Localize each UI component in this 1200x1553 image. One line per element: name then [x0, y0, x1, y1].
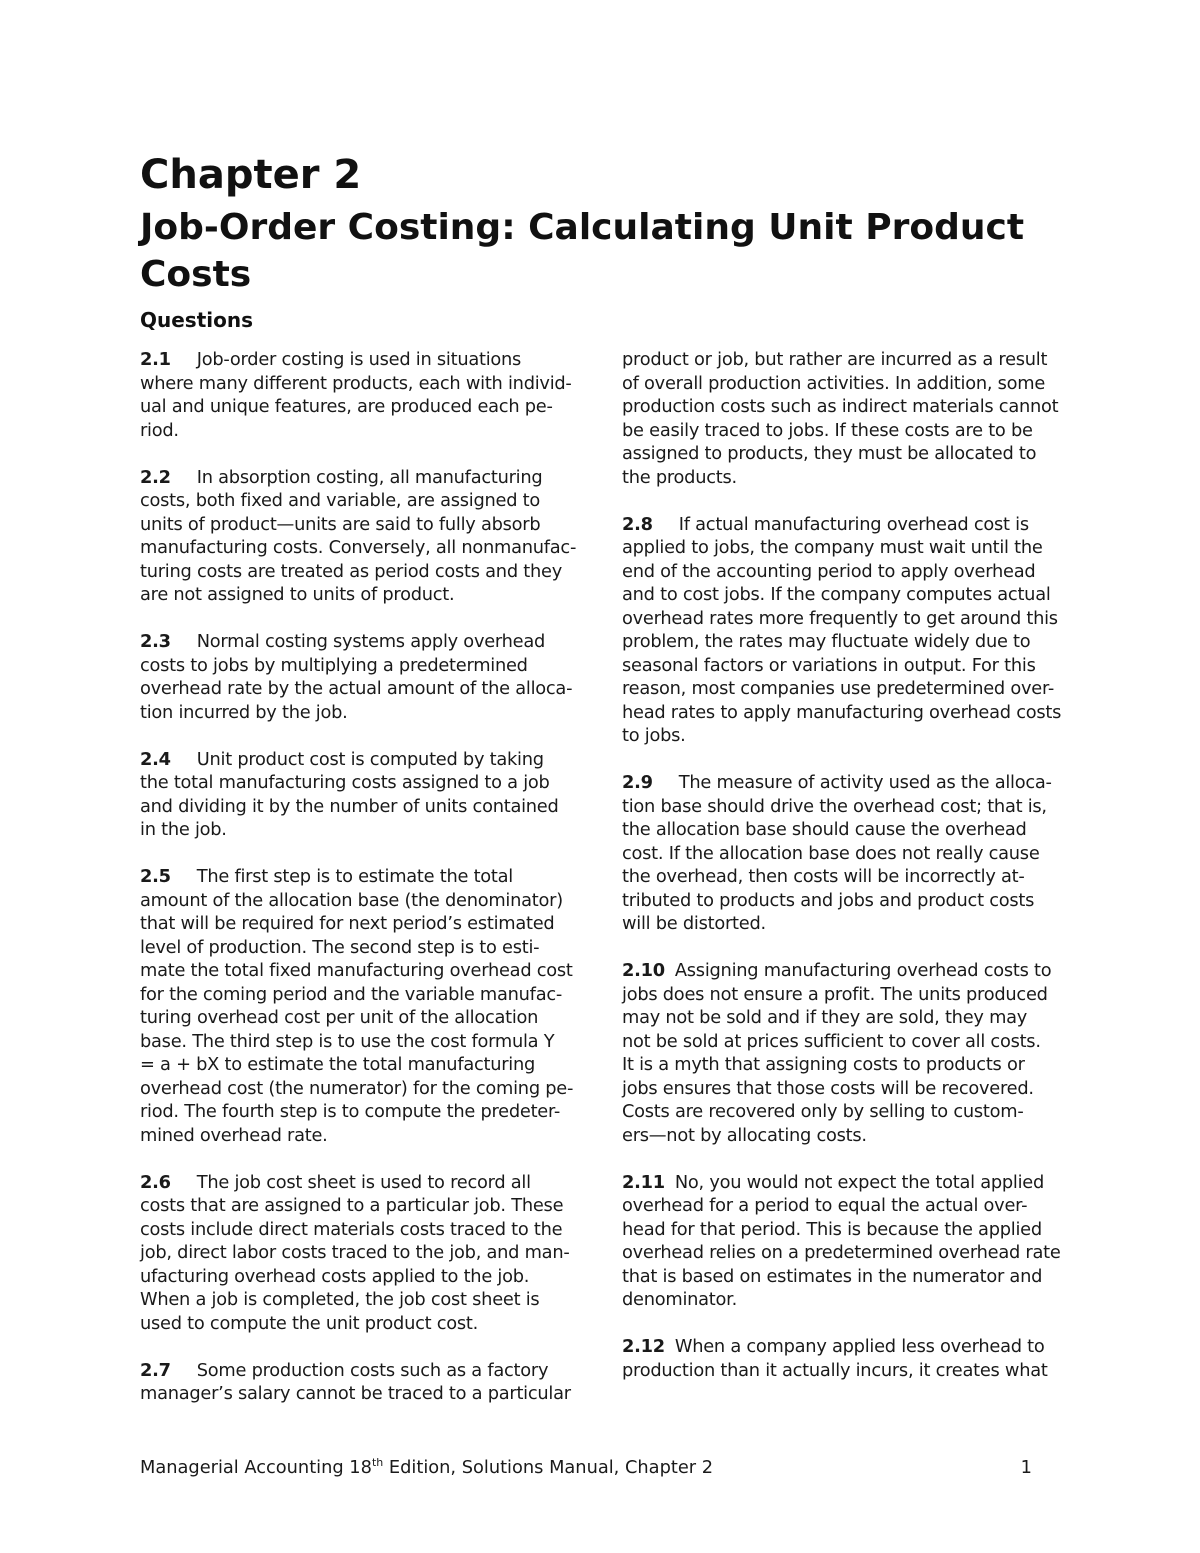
question-number: 2.11 [622, 1171, 665, 1193]
answer-text: production costs such as indirect materials cannot [622, 396, 1059, 417]
answer-text-line [622, 654, 1062, 678]
answer-text-line [622, 630, 1062, 654]
question-answer [140, 348, 580, 442]
answer-text: reason, most companies use predetermined over- [622, 678, 1055, 699]
answer-text-line [622, 983, 1062, 1007]
answer-text-line [140, 466, 580, 490]
answer-text: production than it actually incurs, it creates what [622, 1359, 1048, 1381]
answer-text-line [622, 1030, 1062, 1054]
footer-text-before: Managerial Accounting 18 [140, 1457, 372, 1478]
answer-text-line [140, 654, 580, 678]
question-answer [140, 865, 580, 1147]
answer-text-line [622, 583, 1062, 607]
answer-text: costs include direct materials costs traced to the [140, 1218, 563, 1240]
answer-text: applied to jobs, the company must wait until the [622, 537, 1043, 558]
question-answer [622, 1335, 1062, 1382]
answer-text-line [140, 1006, 580, 1030]
answer-text: may not be sold and if they are sold, they may [622, 1007, 1028, 1028]
answer-text: turing overhead cost per unit of the allocation [140, 1007, 539, 1028]
answer-text-line [140, 395, 580, 419]
answer-text: tributed to products and jobs and product costs [622, 889, 1035, 911]
answer-text-line [622, 1006, 1062, 1030]
answer-text: tion base should drive the overhead cost; that is, [622, 795, 1047, 817]
answer-text: that will be required for next period’s estimated [140, 913, 555, 934]
question-number: 2.1 [140, 349, 171, 370]
answer-text-line [140, 983, 580, 1007]
question-number: 2.5 [140, 866, 171, 887]
answer-text-line [140, 771, 580, 795]
answer-text-line [140, 1194, 580, 1218]
answer-text: Unit product cost is computed by taking [196, 748, 544, 770]
answer-text-line [140, 583, 580, 607]
answer-text-line [622, 842, 1062, 866]
answer-text: If actual manufacturing overhead cost is [678, 513, 1029, 535]
question-answer [140, 1359, 580, 1406]
answer-text: head rates to apply manufacturing overhead costs [622, 701, 1062, 723]
answer-text-line [140, 1171, 580, 1195]
answer-text: ual and unique features, are produced each pe- [140, 396, 553, 417]
right-text-column [622, 348, 1062, 1406]
answer-text-line [622, 1335, 1062, 1359]
answer-text-line [140, 513, 580, 537]
answer-text-line [140, 560, 580, 584]
answer-text-line [622, 959, 1062, 983]
answer-text-line [622, 1124, 1062, 1148]
answer-text: ers—not by allocating costs. [622, 1124, 867, 1146]
question-answer [622, 959, 1062, 1147]
answer-text: cost. If the allocation base does not really cause [622, 842, 1040, 864]
footer-superscript: th [371, 1456, 384, 1470]
answer-text-line [622, 348, 1062, 372]
answer-text: The first step is to estimate the total [196, 866, 513, 887]
answer-text: to jobs. [622, 725, 686, 746]
answer-text-line [622, 560, 1062, 584]
answer-text: seasonal factors or variations in output. For this [622, 654, 1036, 676]
answer-text-line [622, 395, 1062, 419]
page-number: 1 [1020, 1457, 1032, 1478]
answer-text: Some production costs such as a factory [196, 1359, 549, 1381]
answer-text-line [140, 912, 580, 936]
question-number: 2.3 [140, 631, 171, 652]
answer-text: jobs ensures that those costs will be recovered. [622, 1077, 1034, 1099]
answer-text: the total manufacturing costs assigned to a job [140, 772, 550, 793]
answer-text: costs to jobs by multiplying a predetermined [140, 654, 528, 676]
answer-text: In absorption costing, all manufacturing [196, 466, 543, 488]
answer-text: where many different products, each with individ- [140, 372, 572, 394]
answer-text-line [140, 677, 580, 701]
answer-text-line [622, 1241, 1062, 1265]
question-answer [140, 630, 580, 724]
answer-text-line [140, 818, 580, 842]
footer-text-after: Edition, Solutions Manual, Chapter 2 [383, 1457, 714, 1478]
answer-text-line [140, 1218, 580, 1242]
question-number: 2.6 [140, 1171, 171, 1193]
answer-text: costs that are assigned to a particular job. These [140, 1195, 564, 1216]
answer-text-line [622, 912, 1062, 936]
answer-text-line [622, 1288, 1062, 1312]
answer-text-line [622, 1265, 1062, 1289]
answer-text: base. The third step is to use the cost formula Y [140, 1030, 555, 1052]
answer-text: When a job is completed, the job cost sheet is [140, 1289, 540, 1310]
answer-text: overhead for a period to equal the actual over- [622, 1195, 1028, 1216]
answer-text-line [622, 1359, 1062, 1383]
answer-text: manufacturing costs. Conversely, all nonmanufac- [140, 537, 577, 558]
answer-text: of overall production activities. In addition, some [622, 372, 1046, 394]
answer-text: problem, the rates may fluctuate widely due to [622, 631, 1031, 652]
answer-text: overhead rates more frequently to get around this [622, 607, 1058, 629]
answer-text: turing costs are treated as period costs and they [140, 560, 562, 582]
answer-text-line [622, 701, 1062, 725]
answer-text: amount of the allocation base (the denominator) [140, 889, 563, 911]
question-answer [140, 748, 580, 842]
answer-text: and dividing it by the number of units contained [140, 795, 559, 817]
answer-text-line [622, 771, 1062, 795]
question-number: 2.8 [622, 513, 653, 535]
question-answer [622, 348, 1062, 489]
answer-text: Normal costing systems apply overhead [196, 631, 546, 652]
answer-text-line [140, 1382, 580, 1406]
answer-text: for the coming period and the variable manufac- [140, 983, 563, 1005]
answer-text-line [622, 607, 1062, 631]
answer-text-line [622, 818, 1062, 842]
answer-text: manager’s salary cannot be traced to a particular [140, 1383, 571, 1404]
answer-text: The job cost sheet is used to record all [196, 1171, 531, 1193]
answer-text-line [622, 466, 1062, 490]
answer-text: the products. [622, 466, 737, 488]
answer-text: that is based on estimates in the numerator and [622, 1265, 1043, 1287]
question-number: 2.2 [140, 466, 171, 488]
question-answer [140, 1171, 580, 1336]
question-number: 2.12 [622, 1336, 665, 1357]
answer-text-line [622, 865, 1062, 889]
answer-text: level of production. The second step is to esti- [140, 936, 540, 958]
question-number: 2.9 [622, 772, 653, 793]
answer-text-line [140, 959, 580, 983]
answer-text: in the job. [140, 819, 227, 840]
answer-text-line [140, 536, 580, 560]
answer-text: mate the total fixed manufacturing overhead cost [140, 960, 573, 981]
question-number: 2.10 [622, 960, 665, 981]
answer-text-line [140, 372, 580, 396]
answer-text: will be distorted. [622, 913, 766, 934]
question-answer [140, 466, 580, 607]
answer-text: overhead relies on a predetermined overhead rate [622, 1242, 1061, 1263]
answer-text-line [140, 419, 580, 443]
answer-text: be easily traced to jobs. If these costs are to be [622, 419, 1033, 441]
answer-text-line [140, 348, 580, 372]
answer-text: It is a myth that assigning costs to products or [622, 1054, 1025, 1075]
answer-text: not be sold at prices sufficient to cover all costs. [622, 1030, 1041, 1052]
answer-text-line [622, 1171, 1062, 1195]
answer-text-line [140, 701, 580, 725]
answer-text-line [140, 1100, 580, 1124]
chapter-number: Chapter 2 [140, 152, 362, 198]
answer-text: Assigning manufacturing overhead costs to [674, 960, 1052, 981]
answer-text: = a + bX to estimate the total manufacturing [140, 1054, 536, 1075]
answer-text-line [622, 1077, 1062, 1101]
answer-text: riod. The fourth step is to compute the predeter- [140, 1101, 561, 1122]
answer-text-line [140, 795, 580, 819]
answer-text-line [622, 536, 1062, 560]
chapter-heading [140, 146, 1100, 336]
answer-text: costs, both fixed and variable, are assigned to [140, 490, 541, 511]
answer-text-line [622, 724, 1062, 748]
footer-citation [140, 1456, 713, 1480]
answer-text-line [140, 1359, 580, 1383]
answer-text: head for that period. This is because the applied [622, 1218, 1042, 1240]
answer-text: and to cost jobs. If the company computes actual [622, 584, 1051, 605]
answer-text: riod. [140, 419, 179, 441]
answer-text-line [140, 748, 580, 772]
answer-text-line [140, 1124, 580, 1148]
answer-text-line [140, 936, 580, 960]
answer-text-line [140, 889, 580, 913]
answer-text: ufacturing overhead costs applied to the job. [140, 1265, 530, 1287]
answer-text: jobs does not ensure a profit. The units produced [622, 983, 1048, 1005]
answer-text: overhead cost (the numerator) for the coming pe- [140, 1077, 574, 1099]
answer-text: tion incurred by the job. [140, 701, 348, 723]
section-heading: Questions [140, 308, 254, 332]
answer-text: Costs are recovered only by selling to custom- [622, 1101, 1024, 1122]
answer-text-line [622, 1053, 1062, 1077]
answer-text: assigned to products, they must be allocated to [622, 443, 1037, 464]
answer-text: used to compute the unit product cost. [140, 1312, 479, 1334]
question-number: 2.7 [140, 1359, 171, 1381]
answer-text-line [622, 1194, 1062, 1218]
answer-text-line [140, 865, 580, 889]
answer-text: denominator. [622, 1289, 737, 1310]
question-answer [622, 513, 1062, 748]
answer-text: units of product—units are said to fully absorb [140, 513, 541, 535]
left-text-column [140, 348, 580, 1429]
answer-text-line [622, 677, 1062, 701]
question-answer [622, 1171, 1062, 1312]
answer-text-line [140, 1030, 580, 1054]
answer-text: No, you would not expect the total applied [674, 1171, 1045, 1193]
answer-text-line [140, 1241, 580, 1265]
answer-text: job, direct labor costs traced to the job, and man- [140, 1242, 570, 1263]
answer-text-line [140, 1053, 580, 1077]
chapter-title-line-1: Job-Order Costing: Calculating Unit Product [140, 207, 1025, 248]
answer-text: The measure of activity used as the alloca- [678, 772, 1052, 793]
answer-text: the allocation base should cause the overhead [622, 819, 1027, 840]
answer-text-line [622, 442, 1062, 466]
answer-text: the overhead, then costs will be incorrectly at- [622, 866, 1025, 887]
answer-text-line [140, 1288, 580, 1312]
answer-text-line [140, 1077, 580, 1101]
chapter-title-line-2: Costs [140, 254, 252, 295]
answer-text-line [622, 419, 1062, 443]
answer-text: product or job, but rather are incurred as a result [622, 349, 1048, 370]
answer-text: Job-order costing is used in situations [196, 349, 522, 370]
question-number: 2.4 [140, 748, 171, 770]
answer-text-line [622, 795, 1062, 819]
answer-text-line [140, 489, 580, 513]
answer-text-line [622, 889, 1062, 913]
answer-text-line [622, 372, 1062, 396]
answer-text: mined overhead rate. [140, 1124, 328, 1146]
answer-text: are not assigned to units of product. [140, 584, 455, 605]
answer-text-line [622, 513, 1062, 537]
question-answer [622, 771, 1062, 936]
answer-text: end of the accounting period to apply overhead [622, 560, 1036, 582]
answer-text-line [140, 1265, 580, 1289]
answer-text-line [140, 1312, 580, 1336]
answer-text-line [622, 1218, 1062, 1242]
answer-text-line [622, 1100, 1062, 1124]
answer-text: overhead rate by the actual amount of the alloca- [140, 678, 573, 699]
answer-text-line [140, 630, 580, 654]
answer-text: When a company applied less overhead to [674, 1336, 1045, 1357]
